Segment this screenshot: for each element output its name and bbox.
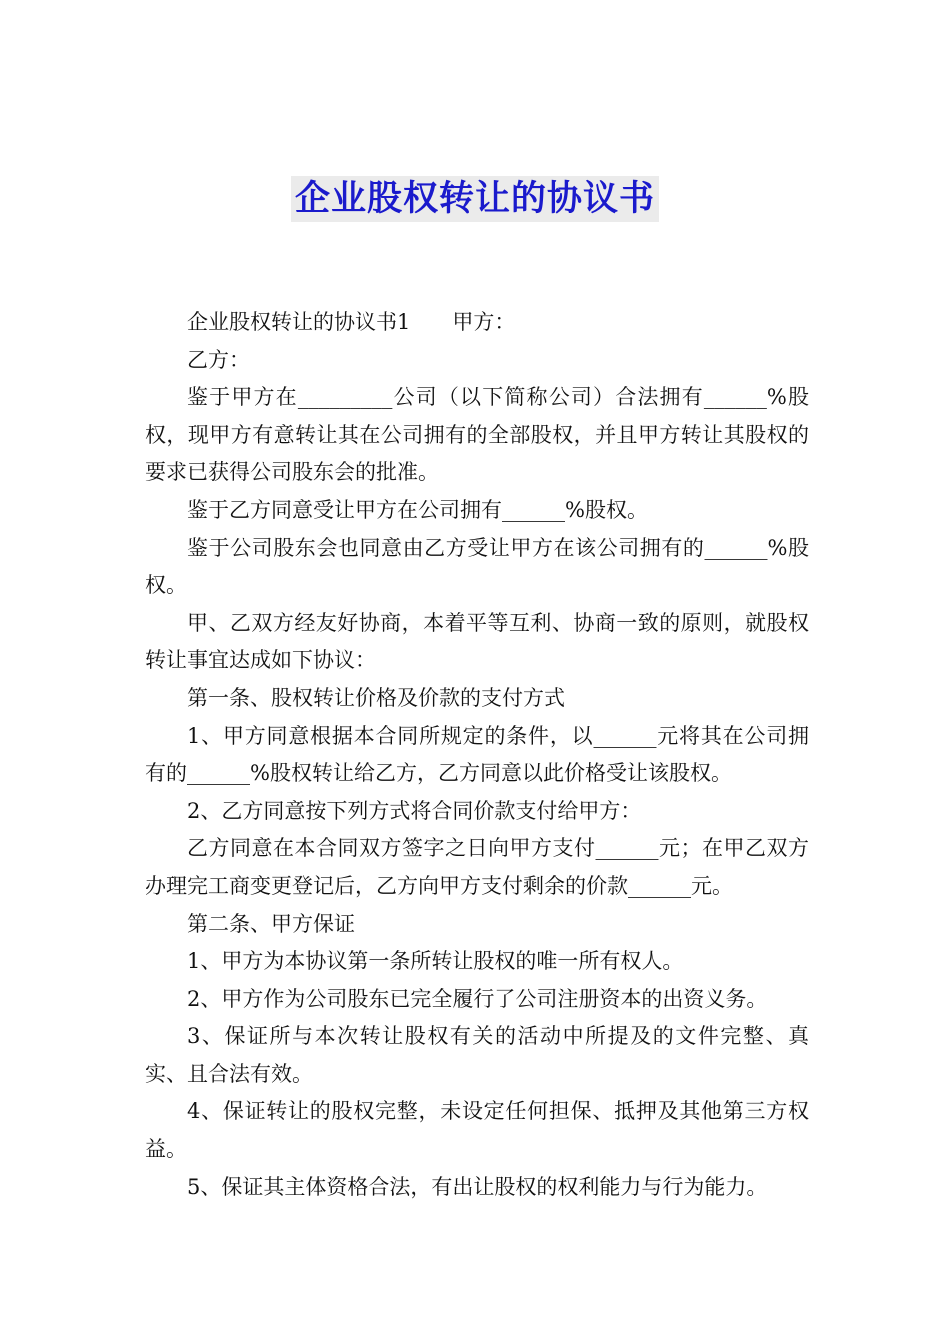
- document-title: 企业股权转让的协议书: [291, 176, 659, 222]
- article-2-clause-2: 2、甲方作为公司股东已完全履行了公司注册资本的出资义务。: [187, 986, 768, 1011]
- article-2-clause-1: 1、甲方为本协议第一条所转让股权的唯一所有权人。: [187, 949, 684, 974]
- article-1-payment-terms: 乙方同意在本合同双方签字之日向甲方支付______元；在甲乙双方办理完工商变更登记后，乙方向甲方支付剩余的价款______元。: [145, 836, 809, 898]
- agreement-heading: 企业股权转让的协议书1: [187, 310, 411, 334]
- article-1-heading: 第一条、股权转让价格及价款的支付方式: [187, 685, 565, 710]
- paragraph-negotiation: 甲、乙双方经友好协商，本着平等互利、协商一致的原则，就股权转让事宜达成如下协议：: [145, 610, 809, 673]
- paragraph-recital-3: 鉴于公司股东会也同意由乙方受让甲方在该公司拥有的______%股权。: [145, 535, 809, 598]
- paragraph-intro: [145, 304, 809, 342]
- article-2-heading: 第二条、甲方保证: [187, 911, 355, 936]
- title-container: [0, 176, 950, 222]
- article-2-clause-5: 5、保证其主体资格合法，有出让股权的权利能力与行为能力。: [187, 1174, 768, 1199]
- paragraph-recital-2: 鉴于乙方同意受让甲方在公司拥有______%股权。: [187, 497, 648, 522]
- document-body: [145, 304, 809, 1206]
- party-b-label: 乙方：: [187, 347, 250, 372]
- article-2-clause-3: 3、保证所与本次转让股权有关的活动中所提及的文件完整、真实、且合法有效。: [145, 1024, 809, 1086]
- party-a-label: 甲方：: [452, 310, 516, 334]
- article-2-clause-4: 4、保证转让的股权完整，未设定任何担保、抵押及其他第三方权益。: [145, 1099, 809, 1162]
- article-1-clause-1: 1、甲方同意根据本合同所规定的条件，以______元将其在公司拥有的______%股权转让给乙方，乙方同意以此价格受让该股权。: [145, 723, 809, 786]
- article-1-clause-2: 2、乙方同意按下列方式将合同价款支付给甲方：: [187, 798, 642, 823]
- paragraph-recital-1: 鉴于甲方在_________公司（以下简称公司）合法拥有______%股权，现甲方有意转让其在公司拥有的全部股权，并且甲方转让其股权的要求已获得公司股东会的批准。: [145, 385, 809, 485]
